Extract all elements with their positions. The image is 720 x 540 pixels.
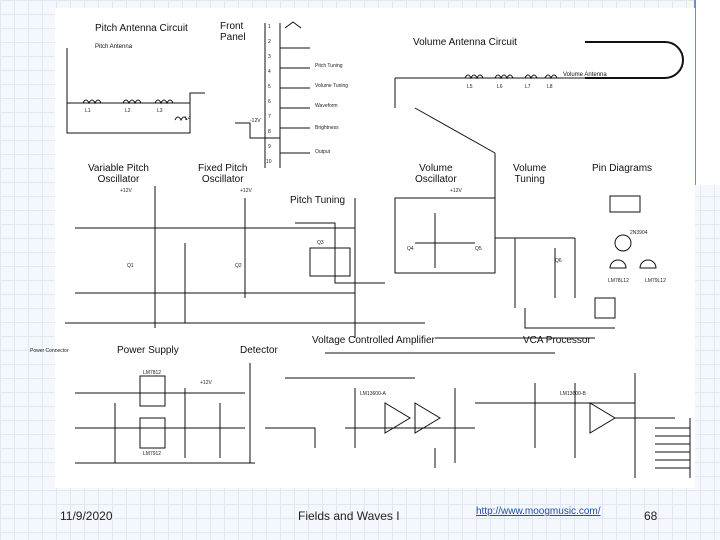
fixed-pitch-oscillator-title: Fixed Pitch Oscillator	[198, 163, 248, 185]
voltage-controlled-amplifier-title: Voltage Controlled Amplifier	[312, 335, 435, 346]
pin-part-lm78l12: LM78L12	[608, 278, 629, 284]
volume-antenna-circuit-title: Volume Antenna Circuit	[413, 37, 517, 48]
ic-lm13600-b: LM13600-B	[560, 391, 586, 397]
power-connector-label: Power Connector	[30, 348, 69, 354]
coil-label-2: L2	[125, 108, 131, 114]
slide-accent-bar	[694, 0, 720, 185]
pin-diagrams-title: Pin Diagrams	[592, 163, 653, 174]
pin-part-2n3904: 2N3904	[630, 230, 648, 236]
panel-pin-2: 2	[268, 39, 271, 45]
ic-lm13600-a: LM13600-A	[360, 391, 386, 397]
coil-label-1: L1	[85, 108, 91, 114]
pitch-tuning-title: Pitch Tuning	[290, 195, 346, 206]
transistor-q6: Q6	[555, 258, 562, 264]
panel-pin-1: 1	[268, 24, 271, 30]
panel-pin-3: 3	[268, 54, 271, 60]
volume-tuning-title: Volume Tuning	[513, 163, 547, 185]
pitch-antenna-label: Pitch Antenna	[95, 44, 133, 50]
panel-pin-5: 5	[268, 84, 271, 90]
transistor-q1: Q1	[127, 263, 134, 269]
coil-label-4: L4	[185, 116, 191, 122]
transistor-q3: Q3	[317, 240, 324, 246]
footer-date: 11/9/2020	[60, 509, 113, 523]
power-supply-title: Power Supply	[117, 345, 179, 356]
supply-plus-label-3: +12V	[450, 188, 462, 194]
panel-note-waveform: Waveform	[315, 103, 338, 109]
ic-lm7812: LM7812	[143, 370, 162, 376]
supply-plus-label-1: +12V	[120, 188, 132, 194]
footer-url-link[interactable]: http://www.moogmusic.com/	[476, 506, 601, 517]
detector-title: Detector	[240, 345, 278, 356]
pin-part-lm79l12: LM79L12	[645, 278, 666, 284]
panel-note-output: Output	[315, 149, 331, 155]
vol-coil-label-7: L7	[525, 84, 531, 90]
vol-coil-label-5: L5	[467, 84, 473, 90]
panel-pin-6: 6	[268, 99, 271, 105]
ic-lm7912: LM7912	[143, 451, 162, 457]
panel-pin-7: 7	[268, 114, 271, 120]
transistor-q5: Q5	[475, 246, 482, 252]
theremin-schematic	[30, 8, 695, 488]
panel-pin-8: 8	[268, 129, 271, 135]
supply-plus-label-2: +12V	[240, 188, 252, 194]
footer-page-number: 68	[644, 509, 658, 523]
variable-pitch-oscillator-title: Variable Pitch Oscillator	[88, 163, 149, 185]
vol-coil-label-8: L8	[547, 84, 553, 90]
vca-processor-title: VCA Processor	[523, 335, 591, 346]
panel-pin-10: 10	[266, 159, 272, 165]
panel-note-brightness: Brightness	[315, 125, 339, 131]
schematic-wiring	[55, 8, 695, 488]
transistor-q4: Q4	[407, 246, 414, 252]
front-panel-title: Front Panel	[220, 21, 246, 43]
supply-minus-label: -12V	[250, 118, 261, 124]
footer-title: Fields and Waves I	[298, 509, 400, 523]
volume-oscillator-title: Volume Oscillator	[415, 163, 457, 185]
vol-coil-label-6: L6	[497, 84, 503, 90]
pitch-antenna-circuit-title: Pitch Antenna Circuit	[95, 23, 188, 34]
volume-antenna-label: Volume Antenna	[563, 72, 607, 78]
panel-pin-4: 4	[268, 69, 271, 75]
coil-label-3: L3	[157, 108, 163, 114]
panel-note-volume-tuning: Volume Tuning	[315, 83, 349, 89]
panel-pin-9: 9	[268, 144, 271, 150]
transistor-q2: Q2	[235, 263, 242, 269]
panel-note-pitch-tuning: Pitch Tuning	[315, 63, 343, 69]
supply-plus-label-4: +12V	[200, 380, 212, 386]
